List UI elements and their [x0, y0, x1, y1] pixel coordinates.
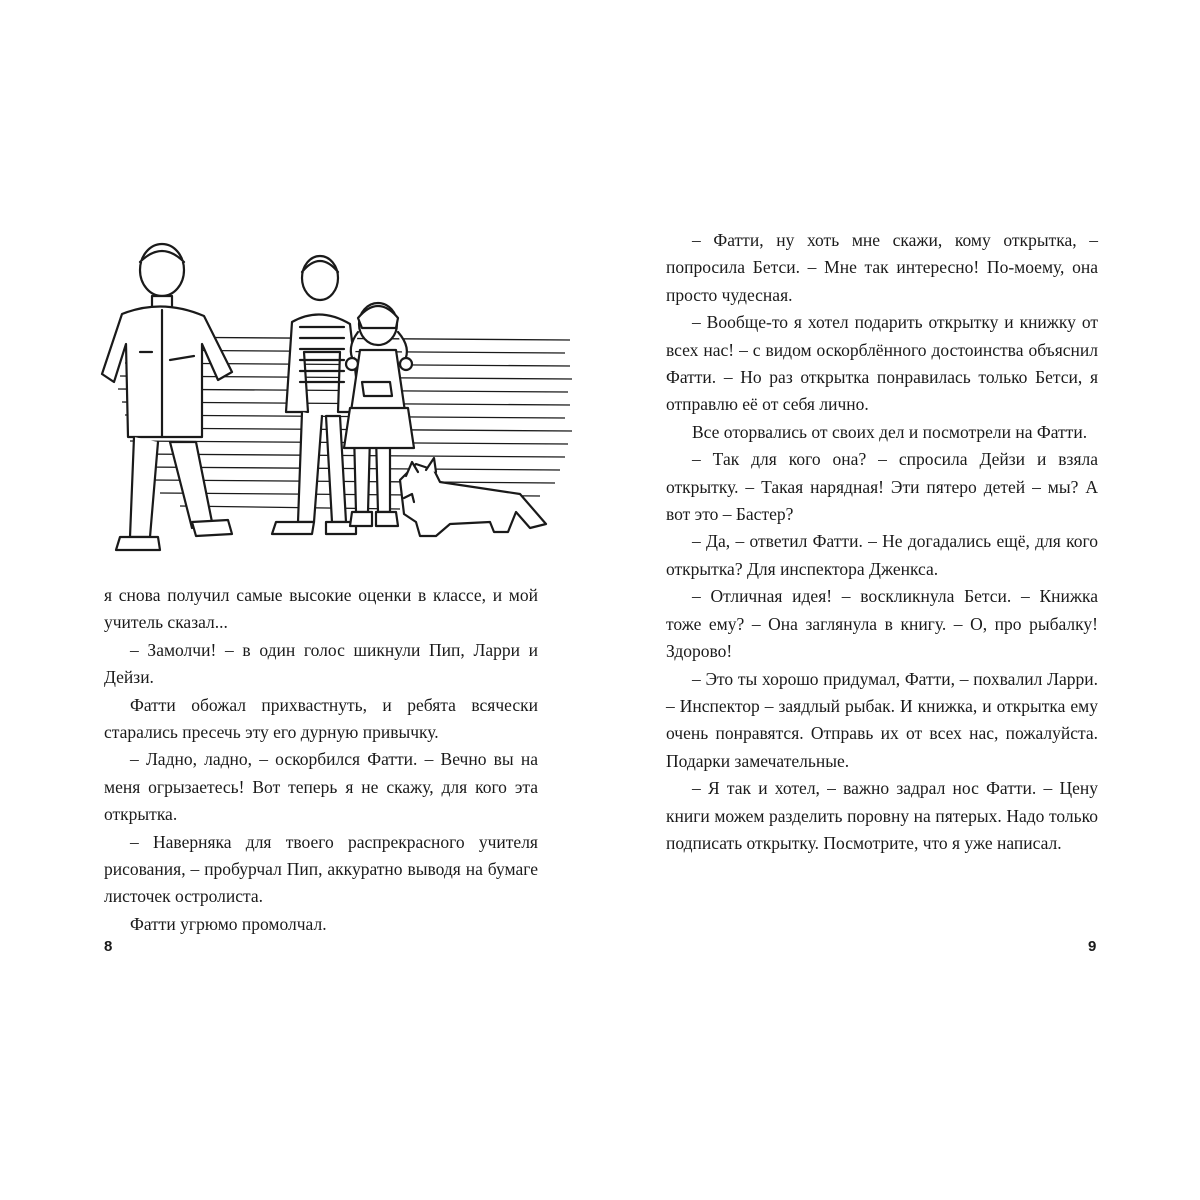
paragraph: – Вообще-то я хотел подарить открытку и книжку от всех нас! – с видом оскорблённого достоинства объяснил Фатти. – Но раз открытка понравилась только Бетси, я отправлю её от себя лично.: [666, 312, 1098, 415]
children-and-dog-illustration-icon: [100, 232, 580, 562]
paragraph: – Фатти, ну хоть мне скажи, кому открытка, – попросила Бетси. – Мне так интересно! По-моему, она просто чудесная.: [666, 230, 1098, 305]
paragraph: – Ладно, ладно, – оскорбился Фатти. – Вечно вы на меня огрызаетесь! Вот теперь я не скажу, для кого эта открытка.: [104, 749, 538, 825]
paragraph: – Замолчи! – в один голос шикнули Пип, Ларри и Дейзи.: [104, 639, 538, 688]
paragraph: Фатти обожал прихвастнуть, и ребята всячески старались пресечь эту его дурную привычку.: [104, 694, 538, 743]
paragraph: Фатти угрюмо промолчал.: [130, 913, 327, 934]
paragraph: – Отличная идея! – воскликнула Бетси. – Книжка тоже ему? – Она заглянула в книгу. – О, про рыбалку! Здорово!: [666, 586, 1098, 662]
paragraph: я снова получил самые высокие оценки в классе, и мой учитель сказал...: [104, 585, 538, 633]
paragraph: – Наверняка для твоего распрекрасного учителя рисования, – пробурчал Пип, аккуратно выводя на бумаге листочек остролиста.: [104, 831, 538, 907]
paragraph: – Я так и хотел, – важно задрал нос Фатти. – Цену книги можем разделить поровну на пятерых. Надо только подписать открытку. Посмотрите, что я уже написал.: [666, 778, 1098, 853]
right-page: [600, 0, 1200, 1200]
page-number-left: 8: [104, 938, 113, 955]
left-page-text: [104, 582, 538, 938]
paragraph: Все оторвались от своих дел и посмотрели на Фатти.: [692, 421, 1088, 442]
paragraph: – Так для кого она? – спросила Дейзи и взяла открытку. – Такая нарядная! Эти пятеро детей – мы? А вот это – Бастер?: [666, 449, 1098, 525]
page-number-right: 9: [1088, 938, 1097, 955]
right-page-text: [666, 227, 1098, 857]
paragraph: – Да, – ответил Фатти. – Не догадались ещё, для кого открытка? Для инспектора Дженкса.: [666, 531, 1098, 579]
paragraph: – Это ты хорошо придумал, Фатти, – похвалил Ларри. – Инспектор – заядлый рыбак. И книжка, и открытка ему очень понравятся. Отправь их от всех нас, пожалуйста. Подарки замечательные.: [666, 668, 1098, 771]
